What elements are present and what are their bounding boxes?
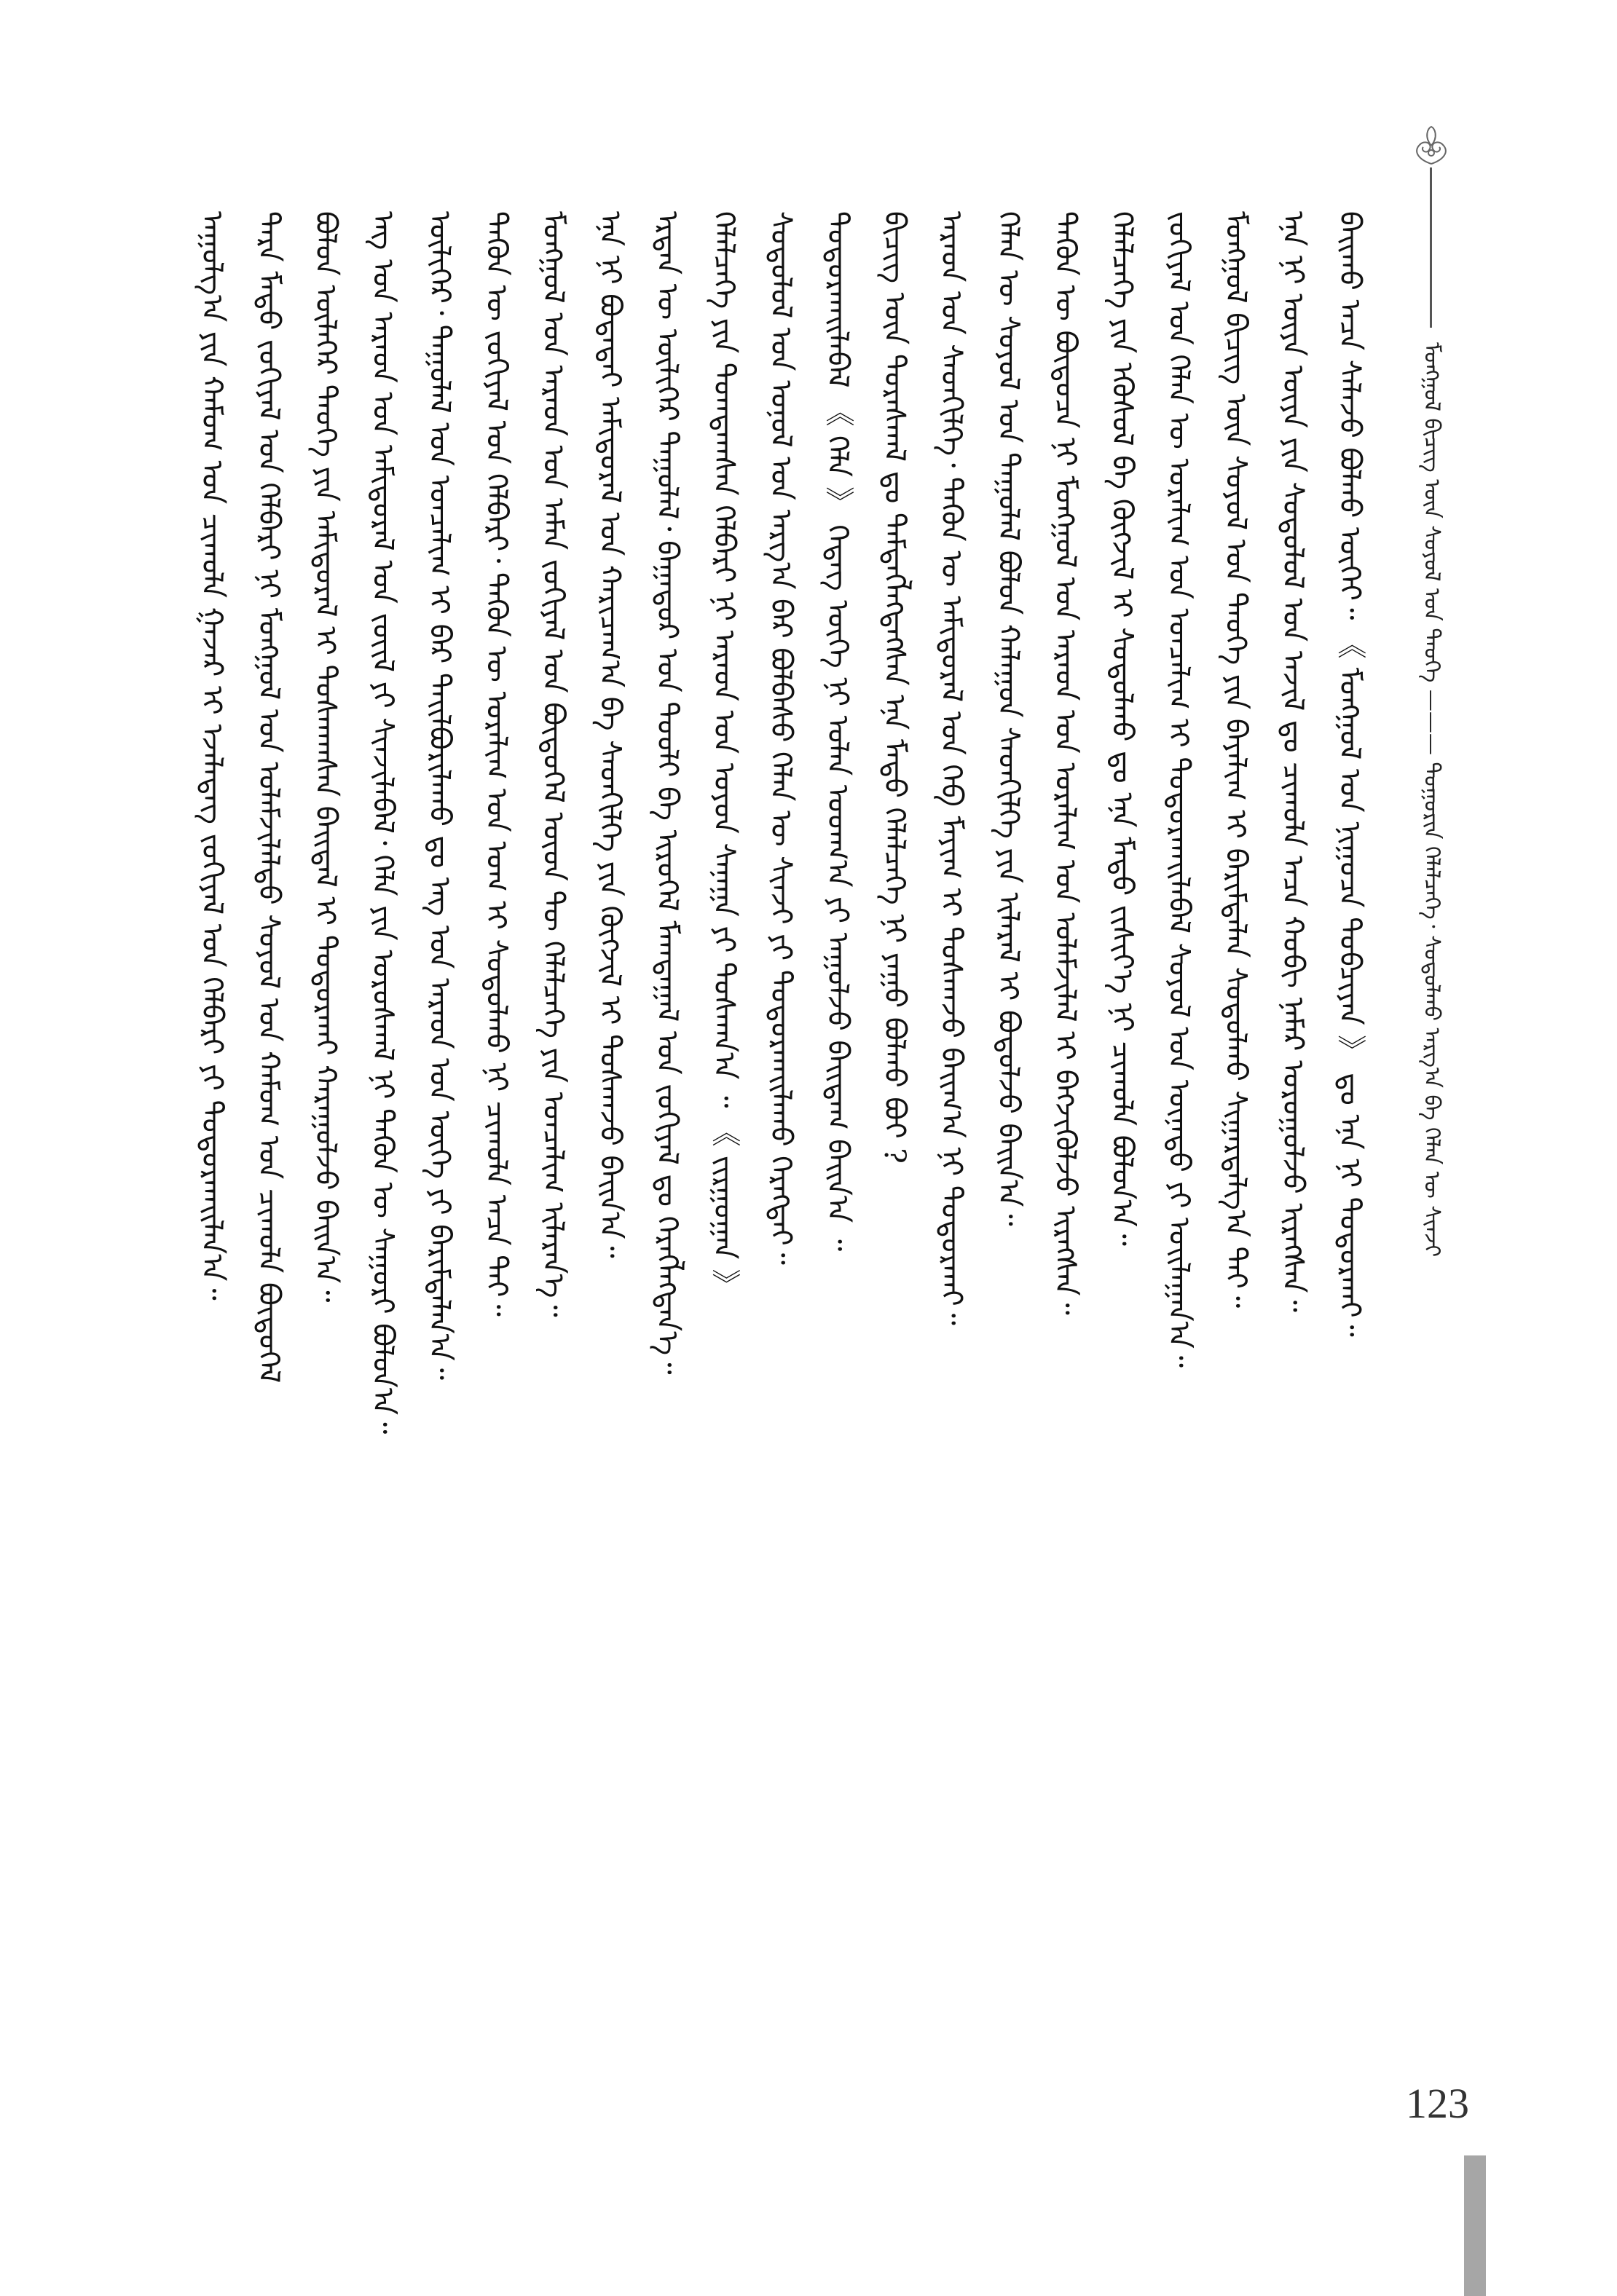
text-column: ᠪᠠᠢᠬᠤ ᠠᠴᠠ ᠰᠠᠯᠠᠵᠤ ᠪᠣᠯᠬᠤ ᠦᠭᠡᠢ᠃ 《 ᠮᠣᠩᠭᠣᠯ ᠤᠨ ᠨᠢᠭᠤᠴᠠ ᠲᠣᠪᠴᠢᠶᠠᠨ 》 ᠳᠤ ᠡᠨᠡ ᠨᠢ ᠲᠣᠳᠣᠷᠬᠠᠢ᠃ [1332,211,1366,1337]
text-column: ᠪᠣᠯᠤᠨ ᠦᠯᠡᠭᠡᠷ ᠲᠡᠦᠬᠡ ᠶᠢᠨ ᠠᠮᠢᠳᠤᠷᠠᠯ ᠢ ᠲᠤᠰᠬᠠᠭᠰᠠᠨ ᠪᠠᠢᠳᠠᠯ ᠢ ᠲᠣᠳᠣᠷᠬᠠᠢ ᠬᠠᠷᠠᠭᠤᠯᠵᠤ ᠪᠠᠢᠨ᠎ᠠ᠃ [309,211,343,1303]
text-column: ᠠᠷᠠᠳ ᠤᠨ ᠰᠡᠳᠬᠢᠯᠭᠡ᠂ ᠲᠡᠭᠦᠨ ᠦ ᠠᠮᠢᠳᠤᠷᠠᠯ ᠤᠨ ᠬᠡᠪ ᠮᠠᠶᠢᠭ ᠢ ᠲᠤᠰᠬᠠᠵᠤ ᠪᠠᠢᠭ᠎ᠠ ᠨᠢ ᠲᠣᠳᠣᠷᠬᠠᠢ᠃ [935,211,969,1325]
text-column: ᠬᠡᠯᠡᠯᠴᠡᠭᠡ ᠶᠢᠨ ᠡᠭᠦᠰᠦᠯ ᠪᠠ ᠬᠥᠭᠵᠢᠯ ᠢ ᠰᠤᠳᠤᠯᠬᠤ ᠳᠤ ᠡᠨᠡ ᠮᠡᠲᠦ ᠵᠢᠱᠢᠶ᠎ᠡ ᠨᠢ ᠴᠢᠬᠤᠯᠠ ᠪᠣᠯᠤᠨ᠎ᠠ᠃ [1105,211,1139,1246]
running-header [1391,124,1479,2017]
text-column: ᠮᠣᠩᠭᠣᠯ ᠤᠨ ᠠᠷᠠᠳ ᠤᠨ ᠠᠮᠠᠨ ᠵᠣᠬᠢᠶᠠᠯ ᠤᠨ ᠪᠦᠲᠦᠭᠡᠯ ᠦᠳ ᠲᠦ ᠬᠡᠯᠡᠯᠴᠡᠭᠡ ᠶᠢᠨ ᠣᠨᠴᠠᠯᠢᠭ ᠢᠯᠡᠷᠡᠨ᠎ᠡ᠃ [536,211,570,1317]
text-column: ᠲᠡᠭᠦᠨ ᠦ ᠪᠦᠲᠦᠴᠡ ᠨᠢ ᠮᠣᠩᠭᠣᠯ ᠤᠨ ᠠᠷᠠᠳ ᠤᠨ ᠤᠷᠠᠯᠢᠭ ᠤᠨ ᠤᠯᠠᠮᠵᠢᠯᠠᠯ ᠢ ᠪᠡᠬᠵᠢᠭᠦᠯᠵᠦ ᠢᠷᠡᠭᠰᠡᠨ᠃ [1048,211,1082,1315]
text-column: ᠡᠷᠲᠡᠨ ᠦ ᠦᠯᠢᠭᠡᠷ ᠲᠠᠭᠤᠯᠠᠯ᠂ ᠪᠠᠭᠠᠲᠤᠷ ᠤᠨ ᠲᠤᠤᠯᠢ ᠪᠠ ᠢᠷᠦᠭᠡᠯ ᠮᠠᠭᠲᠠᠭᠠᠯ ᠤᠨ ᠵᠣᠬᠢᠶᠠᠯ ᠳᠤ ᠬᠡᠷᠡᠭᠯᠡᠭᠳᠡᠨ᠎ᠡ᠃ [650,211,684,1375]
text-column: ᠪᠢᠴᠢᠭ᠌ ᠦᠨ ᠳᠤᠷᠠᠰᠬᠠᠯ ᠳᠤ ᠲᠡᠮᠳᠡᠭᠯᠡᠭᠳᠡᠭᠰᠡᠨ ᠡᠨᠡ ᠮᠡᠲᠦ ᠬᠡᠯᠡᠯᠴᠡᠭᠡ ᠨᠢ ᠶᠠᠭᠤ ᠪᠣᠯᠬᠤ ᠪᠤᠢ ? [878,211,912,1164]
text-column: ᠡᠨᠡ ᠨᠢ ᠪᠣᠳᠠᠳᠠᠢ ᠠᠮᠢᠳᠤᠷᠠᠯ ᠤᠨ ᠬᠠᠷᠢᠴᠠᠭ᠎ᠠ ᠪᠠ ᠰᠡᠳᠬᠢᠯᠭᠡ ᠶᠢᠨ ᠬᠥᠭᠵᠢᠯ ᠢ ᠲᠤᠰᠬᠠᠵᠤ ᠪᠠᠢᠨ᠎ᠠ᠃ [593,211,627,1258]
text-column: ᠰᠤᠳᠤᠯᠤᠯ ᠤᠨ ᠣᠨᠣᠯ ᠤᠨ ᠠᠷᠭ᠎ᠠ ᠪᠠᠷ ᠪᠣᠯᠪᠠᠰᠤ ᠬᠡᠯᠡᠨ ᠦ ᠰᠢᠨᠵᠢ ᠶᠢ ᠲᠣᠳᠣᠷᠬᠠᠢᠯᠠᠬᠤ ᠬᠡᠷᠡᠭᠲᠡᠢ᠃ [763,211,798,1265]
text-column: ᠲᠡᠷᠡ ᠮᠡᠲᠦ ᠵᠣᠬᠢᠶᠠᠯ ᠤᠨ ᠬᠡᠯᠪᠡᠷᠢ ᠨᠢ ᠮᠣᠩᠭᠣᠯ ᠤᠨ ᠤᠯᠠᠮᠵᠢᠯᠠᠯᠲᠤ ᠰᠣᠶᠣᠯ ᠤᠨ ᠬᠠᠮᠤᠭ ᠤᠨ ᠴᠢᠬᠤᠯᠠ ᠪᠦᠲᠦᠭᠡᠯ [252,211,286,1384]
running-title: ᠮᠣᠩᠭᠣᠯ ᠪᠢᠴᠢᠭ᠌ ᠦᠨ ᠰᠣᠶᠣᠯ ᠤᠨ ᠲᠡᠦᠬᠡ ——— ᠲᠤᠭᠤᠷᠢᠨ ᠬᠡᠯᠡᠯᠴᠡᠭᠡ᠂ ᠰᠤᠳᠤᠯᠬᠤ ᠠᠷᠭ᠎ᠠ ᠪᠠ ᠬᠡᠯᠡᠨ ᠦ ᠰᠢᠨᠵᠢ [1419,342,1444,1258]
text-column: ᠮᠣᠩᠭᠣᠯ ᠪᠢᠴᠢᠭ᠌ ᠦᠨ ᠰᠣᠶᠣᠯ ᠤᠨ ᠲᠡᠦᠬᠡ ᠶᠢᠨ ᠪᠠᠶᠠᠯᠢᠭ ᠢ ᠪᠠᠷᠢᠮᠲᠠᠯᠠᠨ ᠰᠤᠳᠤᠯᠬᠤ ᠰᠢᠭᠠᠷᠳᠠᠯᠭ᠎ᠠ ᠲᠠᠢ᠃ [1219,211,1253,1309]
body-text [182,211,1377,2119]
text-column: ᠠᠭᠤᠯᠭ᠎ᠠ ᠶᠢᠨ ᠬᠠᠮᠤᠭ ᠤᠨ ᠴᠢᠬᠤᠯᠠ ᠭᠠᠵᠠᠷ ᠢ ᠡᠵᠡᠯᠡᠳᠡᠭ ᠵᠣᠬᠢᠶᠠᠯ ᠤᠨ ᠬᠡᠯᠪᠡᠷᠢ ᠶᠢ ᠲᠣᠳᠣᠷᠬᠠᠢᠯᠠᠨ᠎ᠠ᠃ [195,211,229,1301]
text-column: ᠬᠡᠯᠡᠯᠴᠡᠭᠡ ᠶᠢᠨ ᠲᠣᠭᠲᠠᠭᠰᠠᠨ ᠬᠡᠯᠪᠡᠷᠢ ᠨᠢ ᠠᠷᠠᠳ ᠤᠨ ᠤᠶᠤᠨ ᠰᠠᠨᠠᠭᠠ ᠶᠢ ᠲᠤᠰᠬᠠᠨ᠎ᠠ ᠃ 《 ᠵᠢᠷᠭᠤᠭᠠᠨ 》 [707,211,741,1298]
page-number: 123 [1406,2080,1469,2127]
header-rule [1430,167,1432,328]
text-column: ᠡᠩ ᠤᠨ ᠠᠷᠠᠳ ᠤᠨ ᠠᠮᠢᠳᠤᠷᠠᠯ ᠤᠨ ᠵᠦᠢᠯ ᠶᠢ ᠰᠢᠨᠵᠢᠯᠡᠪᠡᠯ᠂ ᠬᠡᠯᠡ ᠶᠢᠨ ᠤᠷᠤᠰᠬᠠᠯ ᠨᠢ ᠲᠡᠭᠦᠨ ᠦ ᠰᠠᠭᠤᠷᠢ ᠪᠣᠯᠤᠨ᠎ᠠ᠃ [366,211,400,1435]
swirl-ornament-icon [1398,124,1464,167]
page-edge-tab [1464,2155,1486,2296]
text-column: ᠬᠡᠯᠡᠨ ᠦ ᠰᠣᠶᠣᠯ ᠤᠨ ᠳᠠᠭᠤᠯᠠᠯ ᠪᠣᠯᠤᠨ ᠬᠠᠯᠠᠭᠤᠨ ᠰᠡᠳᠬᠢᠯᠭᠡ ᠶᠢᠨ ᠢᠯᠡᠷᠡᠯ ᠢ ᠪᠣᠳᠤᠯᠵᠤ ᠪᠠᠢᠨ᠎ᠠ᠃ [991,211,1026,1226]
text-column: ᠵᠣᠬᠢᠶᠠᠯ ᠤᠨ ᠬᠡᠯᠡᠨ ᠦ ᠤᠷᠠᠯᠢᠭ ᠤᠨ ᠣᠨᠴᠠᠯᠢᠭ ᠢ ᠲᠣᠳᠣᠷᠬᠠᠢᠯᠠᠪᠠᠯ ᠰᠣᠶᠣᠯ ᠤᠨ ᠦᠨᠡᠲᠦ ᠶᠢ ᠣᠢᠯᠠᠭᠠᠨ᠎ᠠ᠃ [1162,211,1196,1368]
text-column: ᠡᠨᠡ ᠨᠢ ᠦᠶᠡ ᠦᠶᠡ ᠶᠢᠨ ᠰᠤᠳᠤᠯᠤᠯ ᠤᠨ ᠠᠵᠢᠯ ᠳᠤ ᠴᠢᠬᠤᠯᠠ ᠠᠴᠠ ᠬᠤᠪᠢ ᠨᠡᠮᠡᠷ ᠣᠷᠤᠭᠤᠯᠵᠤ ᠢᠷᠡᠭᠰᠡᠨ᠃ [1275,211,1310,1312]
text-column: ᠲᠣᠳᠣᠷᠬᠠᠢᠯᠠᠪᠠᠯ 《 ᠬᠡᠯᠡ 》 ᠭᠡᠳᠡᠭ ᠦᠭᠡ ᠨᠢ ᠣᠯᠠᠨ ᠤᠳᠬ᠎ᠠ ᠶᠢ ᠠᠭᠤᠯᠵᠤ ᠪᠠᠢᠳᠠᠭ ᠪᠠᠢᠨ᠎ᠠ ᠃ [821,211,855,1252]
text-column: ᠦᠯᠢᠭᠡᠷ᠂ ᠳᠠᠭᠤᠯᠠᠯ ᠤᠨ ᠣᠨᠴᠠᠯᠢᠭ ᠢ ᠪᠡᠷ ᠲᠠᠢᠯᠪᠤᠷᠢᠯᠠᠬᠤ ᠳᠤ ᠡᠩ ᠤᠨ ᠠᠷᠠᠳ ᠤᠨ ᠦᠭᠡ ᠶᠢ ᠪᠠᠷᠢᠮᠲᠠᠯᠠᠨ᠎ᠠ᠃ [422,211,457,1381]
text-column: ᠲᠡᠭᠦᠨ ᠦ ᠵᠣᠬᠢᠶᠠᠯ ᠤᠨ ᠬᠡᠯᠪᠡᠷᠢ᠂ ᠲᠡᠭᠦᠨ ᠦ ᠤᠷᠠᠯᠢᠭ ᠤᠨ ᠤᠭ ᠢ ᠰᠤᠳᠤᠯᠬᠤ ᠨᠢ ᠴᠢᠬᠤᠯᠠ ᠠᠴᠠ ᠲᠠᠢ᠃ [479,211,514,1317]
